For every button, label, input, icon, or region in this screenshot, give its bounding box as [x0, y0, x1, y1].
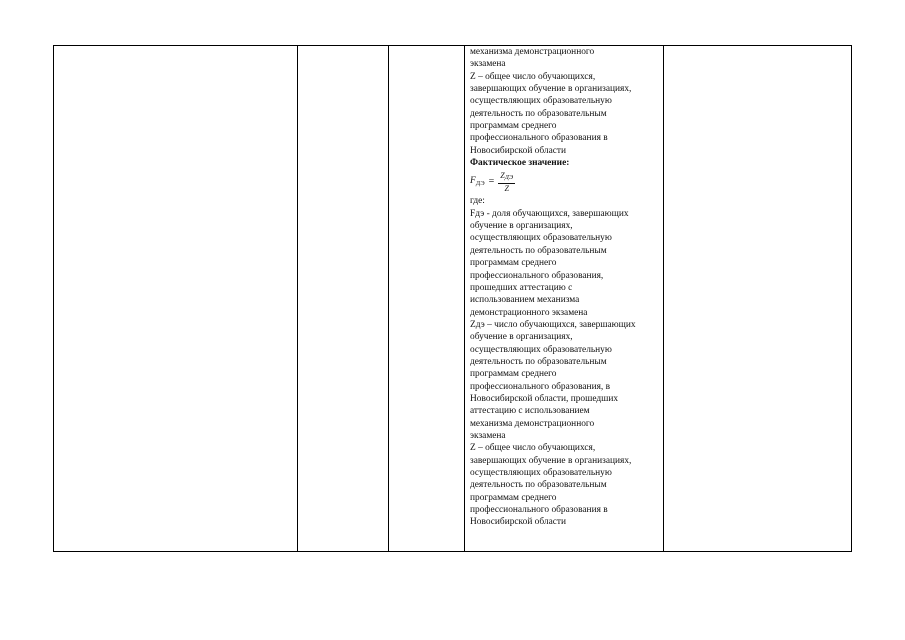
text-line: экзамена	[470, 59, 506, 70]
section-heading: Фактическое значение:	[470, 158, 570, 169]
formula-fraction	[498, 171, 515, 194]
text-line: программам среднего	[470, 369, 557, 380]
indicator-table	[53, 45, 852, 552]
formula-equals: =	[488, 176, 495, 188]
text-line: осуществляющих образовательную	[470, 344, 612, 355]
text-line: завершающих обучение в организациях,	[470, 84, 632, 95]
text-line: завершающих обучение в организациях,	[470, 455, 632, 466]
text-line: Новосибирской области	[470, 517, 567, 528]
text-line: экзамена	[470, 430, 506, 441]
text-line: деятельность по образовательным	[470, 108, 607, 119]
text-line: профессионального образования, в	[470, 381, 611, 392]
text-line: Новосибирской области, прошедших	[470, 393, 619, 404]
text-line: механизма демонстрационного	[470, 418, 595, 429]
text-line: Z – общее число обучающихся,	[470, 443, 596, 454]
text-line: прошедших аттестацию с	[470, 282, 573, 293]
text-line: Новосибирской области	[470, 145, 567, 156]
text-line: деятельность по образовательным	[470, 480, 607, 491]
table-cell-empty	[298, 46, 388, 551]
text-line: профессионального образования,	[470, 270, 604, 281]
column-divider	[464, 46, 465, 551]
text-line: Fдэ - доля обучающихся, завершающих	[470, 208, 629, 219]
text-line: осуществляющих образовательную	[470, 233, 612, 244]
text-line: использованием механизма	[470, 295, 580, 306]
table-cell-calculation-method	[467, 46, 663, 551]
text-line: профессионального образования в	[470, 133, 608, 144]
text-line: механизма демонстрационного	[470, 47, 595, 57]
table-cell-empty	[54, 46, 297, 551]
formula	[470, 169, 663, 195]
text-line: демонстрационного экзамена	[470, 307, 588, 318]
text-line: программам среднего	[470, 492, 557, 503]
text-line: аттестацию с использованием	[470, 406, 590, 417]
table-cell-empty	[389, 46, 464, 551]
text-line: программам среднего	[470, 121, 557, 132]
formula-numerator: ZДЭ	[498, 171, 515, 184]
text-line: Zдэ – число обучающихся, завершающих	[470, 319, 636, 330]
text-line: обучение в организациях,	[470, 221, 573, 232]
text-line: Z – общее число обучающихся,	[470, 71, 596, 82]
text-line: деятельность по образовательным	[470, 356, 607, 367]
formula-lhs: $F_{ДЭ}$	[470, 175, 485, 187]
text-line: осуществляющих образовательную	[470, 468, 612, 478]
table-cell-empty	[664, 46, 851, 551]
text-line: осуществляющих образовательную	[470, 96, 612, 107]
formula-denominator: Z	[504, 183, 509, 193]
text-line: деятельность по образовательным	[470, 245, 607, 256]
text-line: профессионального образования в	[470, 505, 608, 516]
text-line: программам среднего	[470, 258, 557, 269]
text-line: обучение в организациях,	[470, 332, 573, 343]
where-label: где:	[470, 196, 485, 207]
